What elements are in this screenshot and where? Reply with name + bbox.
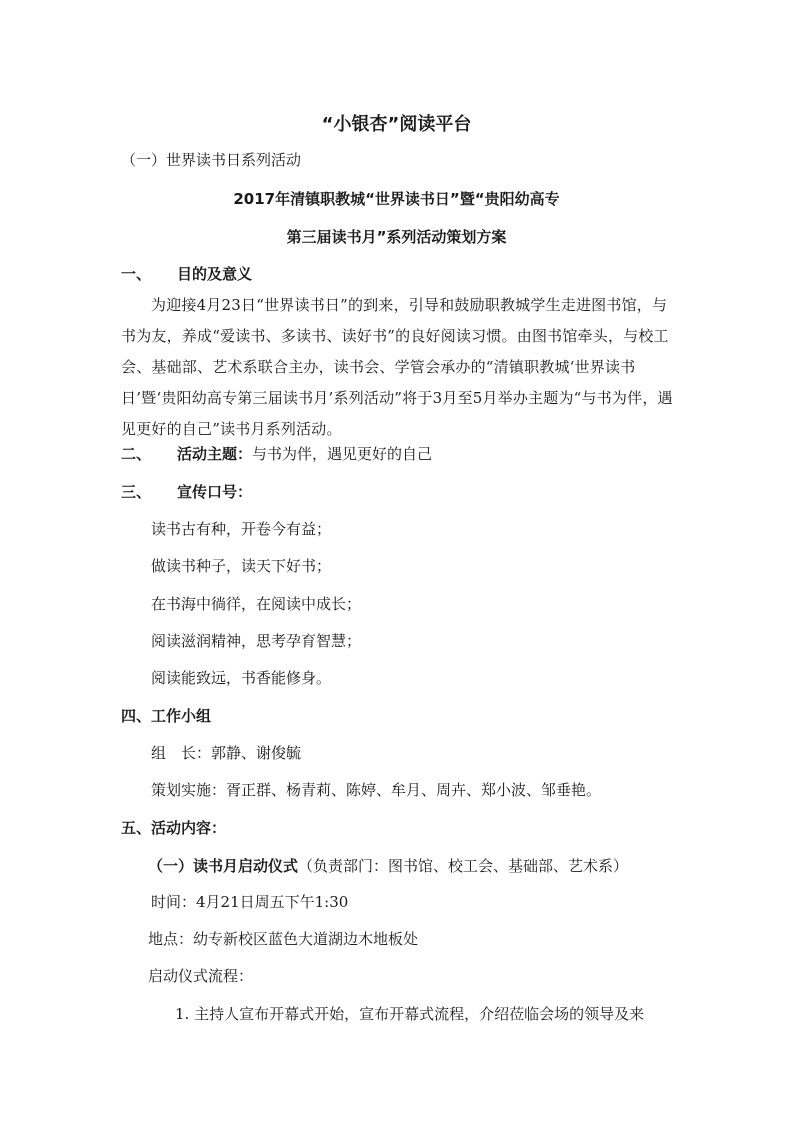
section-1-paragraph: 为迎接4月23日“世界读书日”的到来，引导和鼓励职教城学生走进图书馆，与书为友，养成“爱读书、多读书、读好书”的良好阅读习惯。由图书馆牵头，与校工会、基础部、艺术系联合主办，读书会、学管会承办的“清镇职教城‘世界读书日’暨‘贵阳幼高专第三届读书月’系列活动”将于3月至5月举办主题为“与书为伴，遇见更好的自己”读书月系列活动。 <box>121 296 673 438</box>
slogan-item: 在书海中徜徉，在阅读中成长； <box>151 595 362 613</box>
group-planners: 策划实施：胥正群、杨青莉、陈婷、牟月、周卉、郑小波、邹垂艳。 <box>151 781 602 799</box>
group-leader: 组 长：郭静、谢俊毓 <box>151 744 302 762</box>
slogan-item: 做读书种子，读天下好书； <box>151 557 332 575</box>
flow-label: 启动仪式流程： <box>148 967 254 985</box>
section-1-heading <box>121 263 252 284</box>
event-1-note: （负责部门：图书馆、校工会、基础部、艺术系） <box>298 857 629 875</box>
document-title: “小银杏”阅读平台 <box>321 114 472 135</box>
event-1-heading: （一）读书月启动仪式 <box>148 857 299 875</box>
section-2-line <box>121 443 432 464</box>
section-1-title: 目的及意义 <box>177 265 253 283</box>
section-3-number: 三、 <box>121 483 152 501</box>
section-5-heading: 五、活动内容： <box>121 819 227 837</box>
event-place: 地点：幼专新校区蓝色大道湖边木地板处 <box>148 930 419 948</box>
section-2-number: 二、 <box>121 445 152 463</box>
section-3-heading <box>121 481 252 502</box>
plan-title-line1: 2017年清镇职教城“世界读书日”暨“贵阳幼高专 <box>233 190 560 208</box>
event-1-line <box>148 855 628 876</box>
section-3-title: 宣传口号： <box>177 483 253 501</box>
section-4-heading: 四、工作小组 <box>121 707 212 725</box>
slogan-item: 读书古有种，开卷今有益； <box>151 520 332 538</box>
section-label: （一）世界读书日系列活动 <box>121 151 302 169</box>
section-2-title: 活动主题： <box>177 445 253 463</box>
slogan-item: 阅读滋润精神，思考孕育智慧； <box>151 632 362 650</box>
slogan-item: 阅读能致远，书香能修身。 <box>151 669 332 687</box>
flow-item-1: 1. 主持人宣布开幕式开始，宣布开幕式流程，介绍莅临会场的领导及来 <box>175 1005 645 1023</box>
plan-title-line2: 第三届读书月”系列活动策划方案 <box>286 228 507 246</box>
section-2-text: 与书为伴，遇见更好的自己 <box>252 445 433 463</box>
event-time: 时间：4月21日周五下午1:30 <box>151 893 349 911</box>
section-1-number: 一、 <box>121 265 152 283</box>
